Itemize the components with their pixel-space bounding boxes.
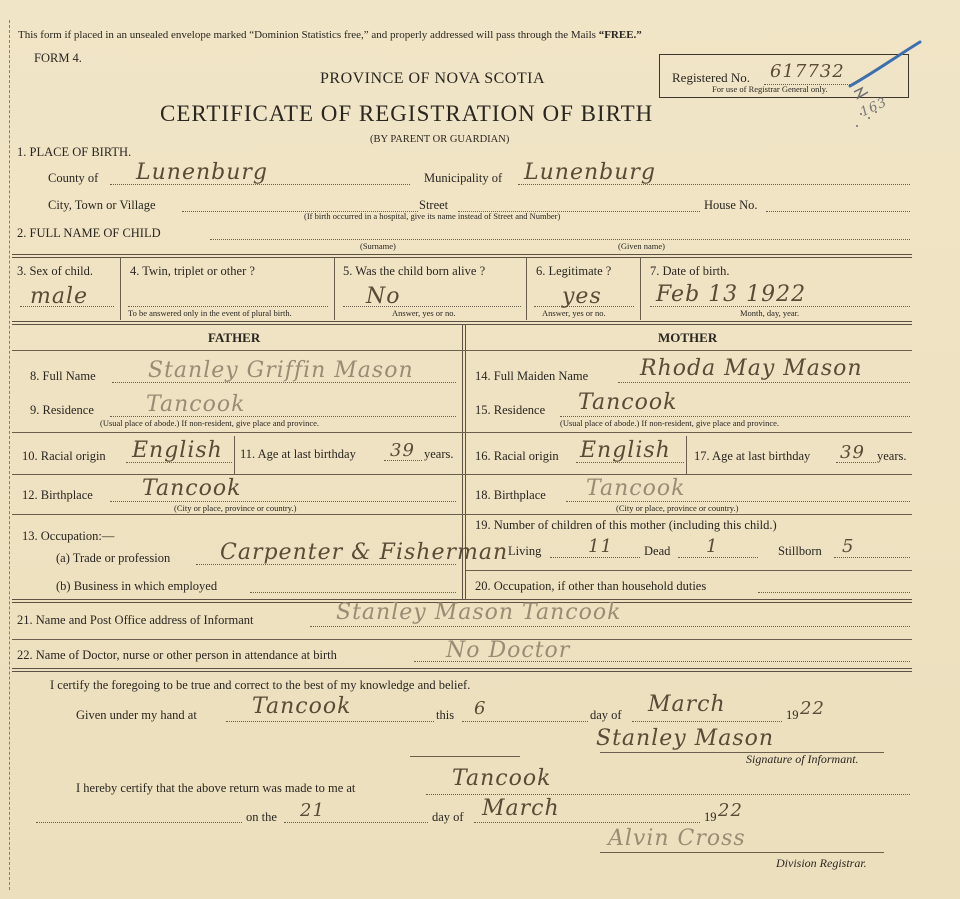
mother-name-label: 14. Full Maiden Name — [475, 369, 589, 383]
blue-check-mark — [820, 34, 930, 134]
twin-note: To be answered only in the event of plural birth. — [128, 308, 292, 318]
living-label: Living — [508, 544, 542, 558]
this-label: this — [436, 708, 455, 722]
day-line — [462, 721, 588, 722]
given-place-line — [226, 721, 434, 722]
surname-note: (Surname) — [360, 241, 396, 251]
business-label: (b) Business in which employed — [56, 579, 218, 593]
children-label: 19. Number of children of this mother (including this child.) — [475, 518, 777, 532]
given-place-value: Tancook — [252, 694, 352, 719]
mother-racial-label: 16. Racial origin — [475, 449, 559, 463]
return-day-value: 21 — [300, 800, 325, 821]
province-title: PROVINCE OF NOVA SCOTIA — [320, 70, 546, 87]
street-label: Street — [419, 198, 449, 212]
registered-number: 617732 — [770, 61, 845, 82]
return-place-value: Tancook — [452, 766, 552, 791]
sex-label: 3. Sex of child. — [17, 264, 94, 278]
legitimate-label: 6. Legitimate ? — [536, 264, 612, 278]
mother-residence-note: (Usual place of abode.) If non-resident, give place and province. — [560, 418, 780, 428]
informant-line — [310, 626, 910, 627]
father-birthplace-line — [110, 501, 456, 502]
certify-statement: I certify the foregoing to be true and correct to the best of my knowledge and belief. — [50, 678, 471, 692]
child-name-heading: 2. FULL NAME OF CHILD — [17, 226, 161, 240]
informant-signature: Stanley Mason — [596, 726, 775, 751]
registered-label: Registered No. — [672, 70, 750, 85]
year-value: 22 — [800, 698, 825, 719]
mother-age-label: 17. Age at last birthday — [694, 449, 811, 463]
occupation-heading: 13. Occupation:— — [22, 529, 115, 543]
rule-row-9 — [12, 432, 912, 433]
father-age-label: 11. Age at last birthday — [240, 447, 356, 461]
dob-note: Month, day, year. — [740, 308, 800, 318]
rule-top-row3 — [12, 254, 912, 258]
street-note: (If birth occurred in a hospital, give its name instead of Street and Number) — [304, 211, 561, 221]
mother-birthplace-label: 18. Birthplace — [475, 488, 546, 502]
mother-age-unit: years. — [877, 449, 907, 463]
business-line — [250, 592, 456, 593]
col-divider-4 — [640, 258, 641, 320]
doctor-label: 22. Name of Doctor, nurse or other person in attendance at birth — [17, 648, 337, 662]
dead-value: 1 — [706, 536, 719, 557]
mother-age-divider — [686, 436, 687, 474]
mother-birthplace-line — [566, 501, 910, 502]
father-birthplace-note: (City or place, province or country.) — [174, 503, 297, 513]
mother-name-line — [618, 382, 910, 383]
year-prefix: 19 — [786, 708, 799, 722]
mother-birthplace-value: Tancook — [586, 476, 686, 501]
alive-value: No — [366, 284, 401, 309]
alive-note: Answer, yes or no. — [392, 308, 456, 318]
dead-line — [678, 557, 758, 558]
return-year-prefix: 19 — [704, 810, 717, 824]
father-age-unit: years. — [424, 447, 454, 461]
return-day-line — [284, 822, 428, 823]
mail-notice-free: “FREE.” — [598, 29, 642, 41]
stillborn-label: Stillborn — [778, 544, 822, 558]
col-divider-1 — [120, 258, 121, 320]
return-day-label: day of — [432, 810, 464, 824]
father-heading: FATHER — [208, 330, 261, 345]
father-age-value: 39 — [390, 440, 415, 461]
father-age-divider — [234, 436, 235, 474]
stillborn-line — [834, 557, 910, 558]
place-heading: 1. PLACE OF BIRTH. — [17, 145, 132, 159]
legitimate-note: Answer, yes or no. — [542, 308, 606, 318]
house-line — [766, 211, 910, 212]
living-value: 11 — [588, 536, 613, 557]
day-value: 6 — [474, 698, 487, 719]
county-label: County of — [48, 171, 99, 185]
alive-label: 5. Was the child born alive ? — [343, 264, 486, 278]
return-month-value: March — [482, 796, 560, 821]
stamp-mark: 163 — [858, 94, 890, 121]
mother-residence-value: Tancook — [578, 390, 678, 415]
mother-age-value: 39 — [840, 442, 865, 463]
father-residence-label: 9. Residence — [30, 403, 94, 417]
dob-label: 7. Date of birth. — [650, 264, 730, 278]
rule-row-19 — [466, 570, 912, 571]
registrar-signature: Alvin Cross — [608, 826, 746, 851]
mail-notice — [18, 28, 642, 42]
rule-parents-header — [12, 350, 912, 351]
sex-value: male — [30, 284, 89, 309]
informant-value: Stanley Mason Tancook — [336, 600, 622, 625]
legitimate-value: yes — [562, 284, 602, 309]
month-value: March — [648, 692, 726, 717]
mother-occupation-label: 20. Occupation, if other than household duties — [475, 579, 707, 593]
mother-heading: MOTHER — [658, 330, 718, 345]
given-label: Given under my hand at — [76, 708, 197, 722]
return-place-line — [426, 794, 910, 795]
page-title: CERTIFICATE OF REGISTRATION OF BIRTH — [160, 101, 654, 126]
father-racial-value: English — [132, 438, 223, 463]
city-label: City, Town or Village — [48, 198, 156, 212]
return-statement: I hereby certify that the above return was made to me at — [76, 781, 356, 795]
child-name-line — [210, 239, 910, 240]
return-month-line — [474, 822, 700, 823]
registered-note: For use of Registrar General only. — [712, 84, 828, 94]
house-label: House No. — [704, 198, 758, 212]
signature-short-line — [410, 756, 520, 757]
father-name-value: Stanley Griffin Mason — [148, 358, 414, 383]
mother-occupation-line — [758, 592, 910, 593]
mother-racial-value: English — [580, 438, 671, 463]
on-the-label: on the — [246, 810, 277, 824]
father-racial-label: 10. Racial origin — [22, 449, 106, 463]
father-name-label: 8. Full Name — [30, 369, 96, 383]
page-subtitle: (BY PARENT OR GUARDIAN) — [370, 134, 510, 145]
twin-label: 4. Twin, triplet or other ? — [130, 264, 255, 278]
stillborn-value: 5 — [842, 536, 855, 557]
father-residence-note: (Usual place of abode.) If non-resident, give place and province. — [100, 418, 320, 428]
doctor-value: No Doctor — [446, 638, 571, 663]
registrar-label: Division Registrar. — [776, 856, 867, 870]
rule-row-22 — [12, 668, 912, 672]
mother-name-value: Rhoda May Mason — [640, 356, 863, 381]
mother-residence-line — [560, 416, 910, 417]
municipality-value: Lunenburg — [524, 160, 656, 185]
day-of-label: day of — [590, 708, 622, 722]
informant-label: 21. Name and Post Office address of Informant — [17, 613, 254, 627]
mother-birthplace-note: (City or place, province or country.) — [616, 503, 739, 513]
father-birthplace-label: 12. Birthplace — [22, 488, 93, 502]
trade-value: Carpenter & Fisherman — [220, 540, 509, 565]
col-divider-3 — [526, 258, 527, 320]
given-name-note: (Given name) — [618, 241, 665, 251]
father-birthplace-value: Tancook — [142, 476, 242, 501]
form-number: FORM 4. — [34, 51, 82, 65]
month-line — [632, 721, 782, 722]
dob-value: Feb 13 1922 — [656, 282, 807, 307]
rule-row-10 — [12, 474, 912, 475]
return-lead-line — [36, 822, 242, 823]
registrar-line — [600, 852, 884, 853]
col-divider-2 — [334, 258, 335, 320]
county-value: Lunenburg — [136, 160, 268, 185]
father-residence-value: Tancook — [146, 392, 246, 417]
living-line — [550, 557, 640, 558]
twin-line — [128, 306, 328, 307]
mail-notice-text: This form if placed in an unsealed envelope marked “Dominion Statistics free,” and properly addressed will pass through the Mails — [18, 29, 596, 41]
return-year-value: 22 — [718, 800, 743, 821]
trade-label: (a) Trade or profession — [56, 551, 171, 565]
left-margin-rule — [9, 20, 10, 890]
mother-residence-label: 15. Residence — [475, 403, 546, 417]
signature-label: Signature of Informant. — [746, 752, 859, 766]
dead-label: Dead — [644, 544, 671, 558]
rule-row-12 — [12, 514, 912, 515]
municipality-label: Municipality of — [424, 171, 503, 185]
